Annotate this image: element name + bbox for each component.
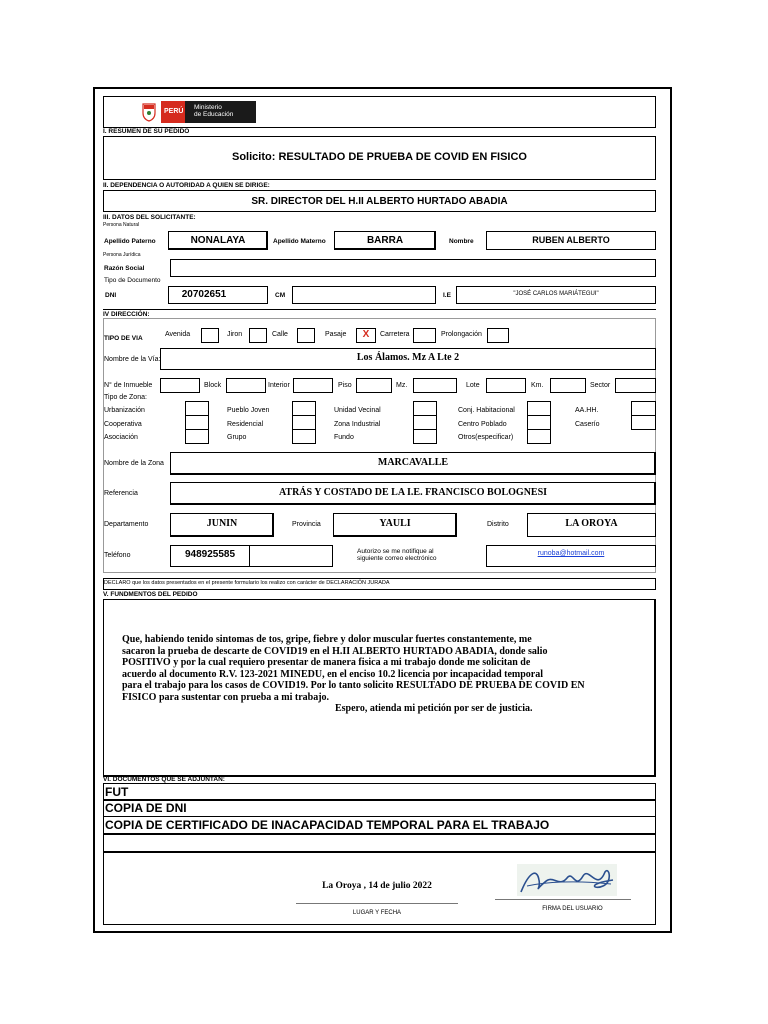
nombre-via-label: Nombre de la Vía: — [104, 356, 161, 363]
piso-field[interactable] — [356, 378, 392, 393]
dni-value: 20702651 — [181, 289, 227, 300]
persona-natural-label: Persona Natural — [103, 222, 140, 228]
zona-col2-box-2[interactable] — [292, 415, 316, 430]
tipo-via-jiron-label: Jiron — [227, 331, 243, 338]
zona-conj-habitacional-label: Conj. Habitacional — [458, 407, 515, 414]
declaro-text: DECLARO que los datos presentados en el presente formulario los realizo con carácter de DECLARACIÓN JURADA — [104, 580, 390, 586]
tipo-via-jiron-box[interactable] — [249, 328, 267, 343]
section-solicitante-title: III. DATOS DEL SOLICITANTE: — [103, 214, 196, 221]
sector-label: Sector — [590, 382, 611, 389]
departamento-label: Departamento — [104, 521, 149, 528]
zona-col2-box-1[interactable] — [292, 401, 316, 416]
distrito-value: LA OROYA — [565, 518, 618, 529]
zona-caserio-label: Caserío — [575, 421, 600, 428]
nombre-value: RUBEN ALBERTO — [532, 235, 610, 245]
zona-pueblo-joven-label: Pueblo Joven — [227, 407, 270, 414]
zona-col3-box-3[interactable] — [413, 429, 437, 444]
tipo-via-pasaje-label: Pasaje — [325, 331, 347, 338]
cm-field[interactable] — [292, 286, 436, 304]
zona-col3-box-2[interactable] — [413, 415, 437, 430]
zona-col1-box-1[interactable] — [185, 401, 209, 416]
zona-cooperativa-label: Cooperativa — [104, 421, 142, 428]
tipo-documento-label: Tipo de Documento — [104, 277, 161, 284]
tipo-via-avenida-label: Avenida — [165, 331, 191, 338]
signature-icon — [515, 862, 619, 898]
tipo-via-calle-label: Calle — [272, 331, 288, 338]
zona-col3-box-1[interactable] — [413, 401, 437, 416]
razon-social-label: Razón Social — [104, 265, 145, 272]
ie-value: "JOSÉ CARLOS MARIÁTEGUI" — [513, 291, 599, 297]
tipo-via-prolongacion-box[interactable] — [487, 328, 509, 343]
fundamentos-line-7: Espero, atienda mi petición por ser de justicia. — [335, 703, 533, 714]
lugar-fecha-label: LUGAR Y FECHA — [352, 910, 402, 916]
telefono-value: 948925585 — [184, 549, 236, 560]
apellido-paterno-value: NONALAYA — [190, 235, 246, 246]
firma-line — [495, 899, 631, 900]
tipo-via-pasaje-mark: X — [362, 329, 370, 340]
logo-ministry-line2: de Educación — [194, 111, 234, 118]
interior-label: Interior — [268, 382, 290, 389]
logo-ministry-line1: Ministerio — [194, 104, 222, 111]
block-label: Block — [204, 382, 222, 389]
documento-row-4 — [103, 834, 656, 852]
autorizo-line1: Autorizo se me notifique al — [357, 548, 434, 555]
zona-urbanizacion-label: Urbanización — [104, 407, 145, 414]
fundamentos-line-5: para el trabajo para los casos de COVID19. Por lo tanto solicito RESULTADO DE PRUEBA DE COVID EN — [122, 680, 585, 691]
distrito-label: Distrito — [487, 521, 509, 528]
nombre-zona-label: Nombre de la Zona — [104, 460, 164, 467]
fundamentos-line-2: sacaron la prueba de descarte de COVID19 en el H.II ALBERTO HURTADO ABADIA, donde salio — [122, 645, 548, 657]
telefono-label: Teléfono — [104, 552, 131, 559]
zona-fundo-label: Fundo — [334, 434, 354, 441]
signature-image — [515, 862, 619, 898]
zona-col4-box-3[interactable] — [527, 429, 551, 444]
section-direccion-title: IV DIRECCIÓN: — [103, 311, 150, 318]
provincia-label: Provincia — [292, 521, 321, 528]
zona-col1-box-3[interactable] — [185, 429, 209, 444]
zona-col4-box-2[interactable] — [527, 415, 551, 430]
fundamentos-line-6: FISICO para sustentar con prueba a mi trabajo. — [122, 691, 330, 703]
zona-col2-box-3[interactable] — [292, 429, 316, 444]
dni-label: DNI — [105, 292, 117, 299]
resumen-prefix: Solicito: — [232, 151, 279, 163]
firma-label: FIRMA DEL USUARIO — [542, 906, 603, 912]
zona-col1-box-2[interactable] — [185, 415, 209, 430]
tipo-via-prolongacion-label: Prolongación — [441, 331, 482, 338]
telefono-extra-field[interactable] — [249, 545, 333, 567]
section-dependencia-title: II. DEPENDENCIA O AUTORIDAD A QUIEN SE DIRIGE: — [103, 182, 270, 189]
apellido-materno-label: Apellido Materno — [273, 238, 326, 245]
razon-social-field[interactable] — [170, 259, 656, 277]
zona-industrial-label: Zona Industrial — [334, 421, 381, 428]
fundamentos-line-4: acuerdo al documento R.V. 123-2021 MINEDU, en el enciso 10.2 licencia por incapacidad temporal — [122, 668, 544, 680]
zona-residencial-label: Residencial — [227, 421, 264, 428]
apellido-paterno-label: Apellido Paterno — [104, 238, 156, 245]
lote-label: Lote — [466, 382, 480, 389]
lugar-fecha-line — [296, 903, 458, 904]
zona-centro-poblado-label: Centro Poblado — [458, 421, 507, 428]
tipo-zona-label: Tipo de Zona: — [104, 394, 147, 401]
zona-col5-box-2[interactable] — [631, 415, 656, 430]
email-value[interactable]: runoba@hotmail.com — [537, 550, 605, 557]
inmueble-label: N° de Inmueble — [104, 382, 153, 389]
fundamentos-line-3: POSITIVO y por la cual requiero presentar de manera fisica a mi trabajo donde me solicitan de — [122, 657, 531, 668]
documento-row-3: COPIA DE CERTIFICADO DE INACAPACIDAD TEMPORAL PARA EL TRABAJO — [103, 816, 656, 834]
zona-grupo-label: Grupo — [227, 434, 247, 441]
zona-asociacion-label: Asociación — [104, 434, 138, 441]
lote-field[interactable] — [486, 378, 526, 393]
tipo-via-avenida-box[interactable] — [201, 328, 219, 343]
referencia-value: ATRÁS Y COSTADO DE LA I.E. FRANCISCO BOLOGNESI — [278, 487, 548, 498]
documento-row-2: COPIA DE DNI — [103, 799, 656, 817]
nombre-via-value: Los Álamos. Mz A Lte 2 — [356, 352, 460, 363]
nombre-label: Nombre — [449, 238, 474, 245]
km-label: Km. — [531, 382, 544, 389]
resumen-value: RESULTADO DE PRUEBA DE COVID EN FISICO — [278, 151, 527, 163]
interior-field[interactable] — [293, 378, 333, 393]
fundamentos-line-1: Que, habiendo tenido sintomas de tos, gripe, fiebre y dolor muscular fuertes constantemente, me — [122, 634, 532, 645]
tipo-via-calle-box[interactable] — [297, 328, 315, 343]
cm-label: CM — [275, 292, 286, 299]
tipo-via-label: TIPO DE VIA — [104, 335, 143, 342]
section-fundamentos-title: V. FUNDMENTOS DEL PEDIDO — [103, 591, 198, 598]
zona-unidad-vecinal-label: Unidad Vecinal — [334, 407, 381, 414]
mz-label: Mz. — [396, 382, 408, 389]
apellido-materno-value: BARRA — [366, 235, 404, 246]
documento-row-1: FUT — [103, 783, 656, 801]
section-documentos-title: VI. DOCUMENTOS QUE SE ADJUNTAN: — [103, 776, 225, 783]
zona-col4-box-1[interactable] — [527, 401, 551, 416]
km-field[interactable] — [550, 378, 586, 393]
logo-peru-text: PERÚ — [164, 108, 184, 115]
fundamentos-text — [122, 634, 652, 715]
sector-field[interactable] — [615, 378, 656, 393]
block-field[interactable] — [226, 378, 266, 393]
autorizo-line2: siguiente correo electrónico — [357, 555, 437, 562]
zona-col5-box-1[interactable] — [631, 401, 656, 416]
lugar-fecha-value: La Oroya , 14 de julio 2022 — [322, 881, 432, 891]
zona-aahh-label: AA.HH. — [575, 407, 599, 414]
persona-juridica-label: Persona Jurídica — [103, 252, 141, 258]
piso-label: Piso — [338, 382, 352, 389]
section-resumen-title: I. RESUMEN DE SU PEDIDO — [103, 128, 190, 135]
tipo-via-carretera-box[interactable] — [413, 328, 436, 343]
provincia-value: YAULI — [379, 518, 411, 529]
inmueble-field[interactable] — [160, 378, 200, 393]
nombre-zona-value: MARCAVALLE — [377, 457, 449, 468]
direccion-divider — [103, 309, 656, 310]
dependencia-value: SR. DIRECTOR DEL H.II ALBERTO HURTADO ABADIA — [251, 196, 508, 207]
ie-label: I.E — [443, 292, 451, 299]
zona-otros-label: Otros(especificar) — [458, 434, 514, 441]
tipo-via-carretera-label: Carretera — [380, 331, 410, 338]
mz-field[interactable] — [413, 378, 457, 393]
resumen-text — [103, 151, 656, 163]
departamento-value: JUNIN — [206, 518, 238, 529]
referencia-label: Referencia — [104, 490, 138, 497]
ministry-logo — [139, 101, 256, 123]
